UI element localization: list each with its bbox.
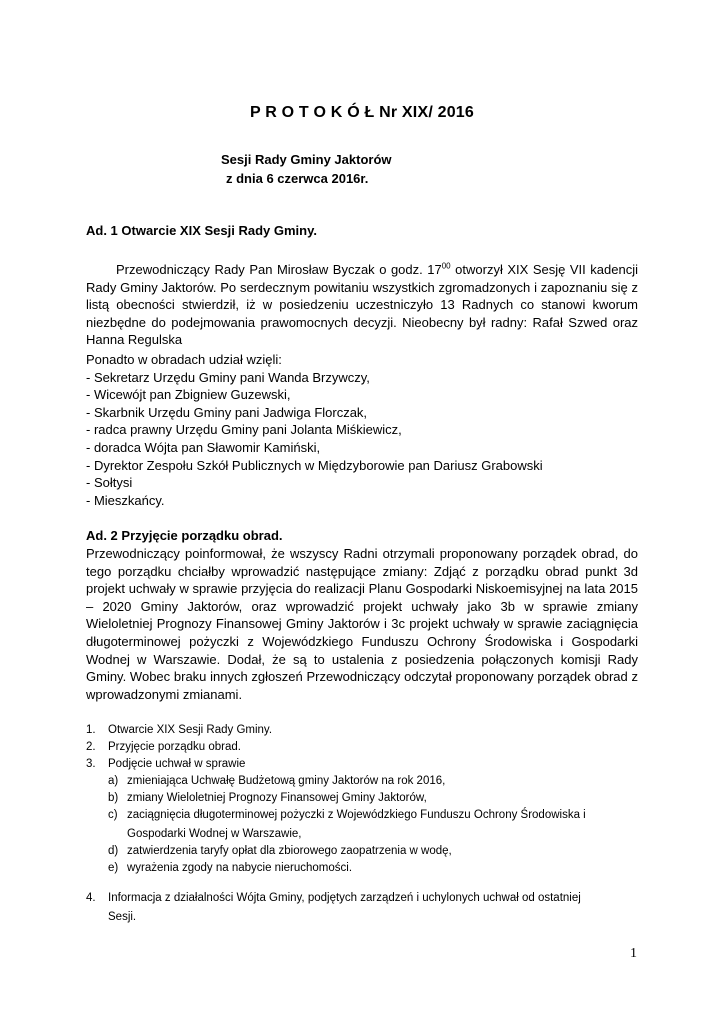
ad2-body: Przewodniczący poinformował, że wszyscy Radni otrzymali proponowany porządek obrad, do tego porządku chciałby wprowadzić następujące zmiany: Zdjąć z porządku obrad punkt 3d projekt uchwały w sprawie przyjęcia do realizacji Planu Gospodarki Niskoemisyjnej na lata 2015 – 2020 Gminy Jaktorów, oraz wprowadzić projekt uchwały jako 3b w sprawie zmiany Wieloletniej Prognozy Finansowej Gminy Jaktorów i 3c projekt uchwały w sprawie zaciągnięcia długoterminowej pożyczki z Wojewódzkiego Funduszu Ochrony Środowiska i Gospodarki Wodnej w Warszawie. Dodał, że są to ustalenia z posiedzenia połączonych komisji Rady Gminy. Wobec braku innych zgłoszeń Przewodniczący odczytał proponowany porządek obrad z wprowadzonymi zmianami. [86, 546, 638, 702]
agenda-item-text: Podjęcie uchwał w sprawie [108, 758, 246, 770]
agenda-subitem-letter: a) [108, 775, 119, 787]
agenda-subitem-text-cont: Gospodarki Wodnej w Warszawie, [127, 828, 302, 840]
agenda-item-number: 1. [86, 724, 96, 736]
opening-text-post: otworzył XIX Sesję VII kadencji Rady Gminy Jaktorów. Po serdecznym powitaniu wszystkich zgromadzonych i zapoznaniu się z listą obecności stwierdził, iż w posiedzeniu uczestniczyło 13 Radnych co stanowi kworum niezbędne do podejmowania prawomocnych decyzji. Nieobecny był radny: Rafał Szwed oraz Hanna Regulska [86, 262, 638, 348]
attendees-intro: Ponadto w obradach udział wzięli: [86, 352, 282, 367]
attendee-line: - Mieszkańcy. [86, 492, 165, 508]
ad2-paragraph [86, 545, 638, 703]
ad1-heading: Ad. 1 Otwarcie XIX Sesji Rady Gminy. [86, 223, 317, 238]
agenda-subitem-text: zmiany Wieloletniej Prognozy Finansowej Gminy Jaktorów, [127, 792, 427, 804]
agenda-subitem-text: wyrażenia zgody na nabycie nieruchomości. [127, 862, 353, 874]
ad1-opening-paragraph [86, 261, 638, 349]
agenda-item-text: Przyjęcie porządku obrad. [108, 741, 241, 753]
agenda-subitem-letter: d) [108, 845, 119, 857]
session-date: z dnia 6 czerwca 2016r. [226, 171, 369, 186]
agenda-item-number: 4. [86, 892, 96, 904]
agenda-item-number: 2. [86, 741, 96, 753]
attendee-line: - Sołtysi [86, 475, 133, 491]
agenda-item-text: Otwarcie XIX Sesji Rady Gminy. [108, 724, 273, 736]
agenda-subitem-letter: b) [108, 792, 119, 804]
ad2-heading: Ad. 2 Przyjęcie porządku obrad. [86, 528, 283, 543]
agenda-subitem-text: zmieniająca Uchwałę Budżetową gminy Jaktorów na rok 2016, [127, 775, 446, 787]
agenda-item-text-cont: Sesji. [108, 911, 137, 923]
opening-time-minutes: 00 [441, 261, 451, 271]
agenda-item-number: 3. [86, 758, 96, 770]
attendee-line: - Sekretarz Urzędu Gminy pani Wanda Brzywczy, [86, 369, 370, 385]
page-number: 1 [630, 946, 637, 961]
agenda-subitem-letter: e) [108, 862, 119, 874]
attendee-line: - doradca Wójta pan Sławomir Kamiński, [86, 439, 321, 455]
attendees-block [86, 351, 638, 509]
agenda-subitem-text: zatwierdzenia taryfy opłat dla zbiorowego zaopatrzenia w wodę, [127, 845, 452, 857]
agenda-item-text: Informacja z działalności Wójta Gminy, podjętych zarządzeń i uchylonych uchwał od ostatniej [108, 892, 581, 904]
attendee-line: - Skarbnik Urzędu Gminy pani Jadwiga Florczak, [86, 404, 368, 420]
opening-text-pre: Przewodniczący Rady Pan Mirosław Byczak o godz. 17 [116, 262, 442, 277]
agenda-subitem-text: zaciągnięcia długoterminowej pożyczki z Wojewódzkiego Funduszu Ochrony Środowiska i [127, 809, 586, 821]
agenda-subitem-letter: c) [108, 809, 118, 821]
document-title: P R O T O K Ó Ł Nr XIX/ 2016 [249, 104, 475, 121]
session-name: Sesji Rady Gminy Jaktorów [221, 152, 392, 167]
attendee-line: - radca prawny Urzędu Gminy pani Jolanta Miśkiewicz, [86, 422, 402, 438]
attendee-line: - Wicewójt pan Zbigniew Guzewski, [86, 387, 291, 403]
attendee-line: - Dyrektor Zespołu Szkół Publicznych w Międzyborowie pan Dariusz Grabowski [86, 457, 543, 473]
